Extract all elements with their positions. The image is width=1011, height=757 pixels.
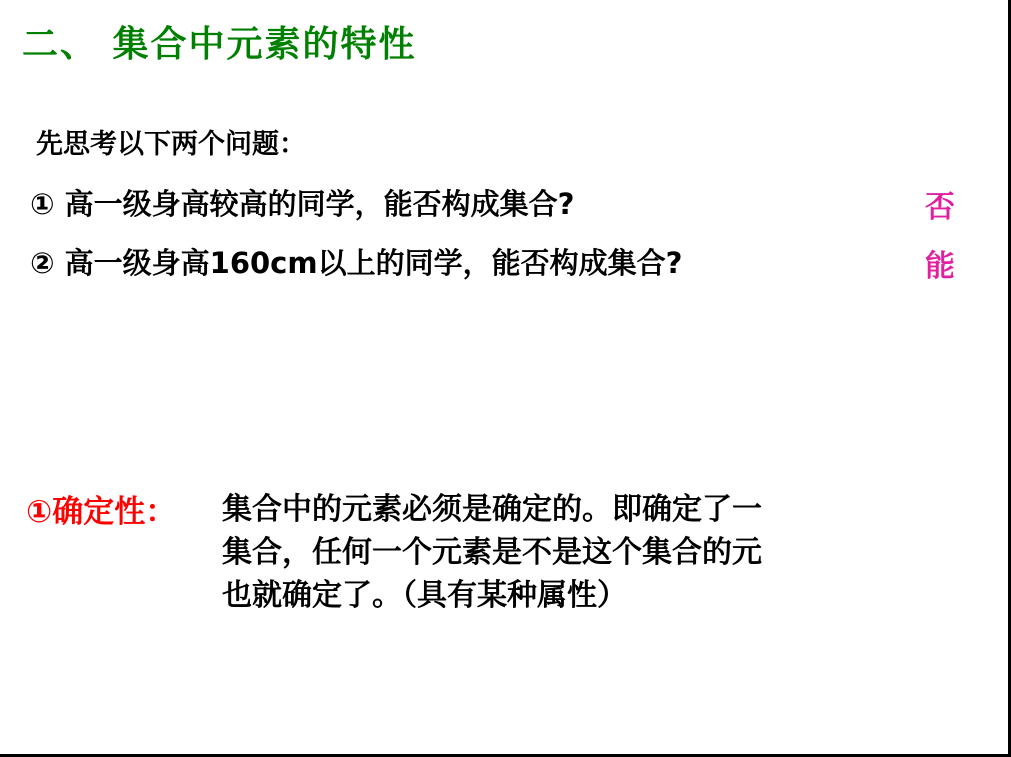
property-label: ①确定性： [26,494,177,530]
answer-1: 否 [925,190,955,225]
answer-2: 能 [925,249,955,284]
intro-text: 先思考以下两个问题： [36,129,306,160]
property-line-3: 也就确定了。（具有某种属性） [222,578,627,613]
slide-title: 二、 集合中元素的特性 [22,24,417,65]
property-body [222,488,962,617]
property-line-1: 集合中的元素必须是确定的。即确定了一 [222,492,762,527]
question-2: ② 高一级身高160cm以上的同学，能否构成集合? [30,246,683,280]
question-1: ① 高一级身高较高的同学，能否构成集合? [30,187,575,221]
property-line-2: 集合，任何一个元素是不是这个集合的元 [222,535,762,570]
